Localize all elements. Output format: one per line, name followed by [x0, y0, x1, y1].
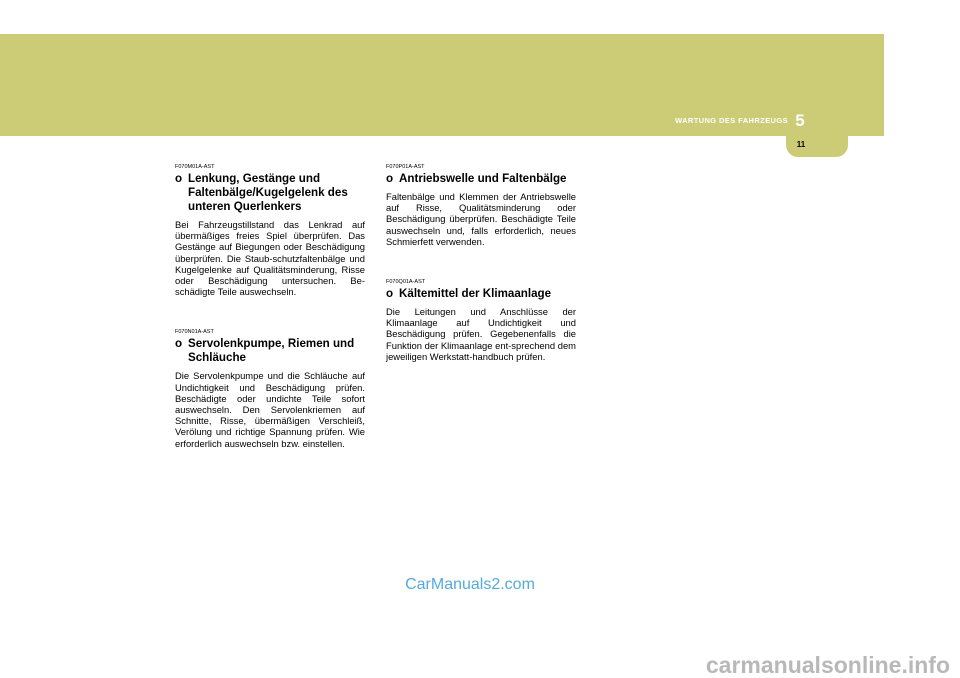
bullet: o: [386, 287, 394, 301]
section-body: Bei Fahrzeugstillstand das Lenkrad auf übermäßiges freies Spiel überprüfen. Das Gestänge auf Biegungen oder Beschädigung überprüfen. Die Staub-schutzfaltenbälge und Kugelgelenke auf Qualitätsminderung, Risse oder Beschädigung untersuchen. Be-schädigte Teile auswechseln.: [175, 219, 365, 298]
section-title: Antriebswelle und Faltenbälge: [399, 172, 567, 185]
chapter-title: WARTUNG DES FAHRZEUGS: [675, 116, 788, 125]
section-heading: [175, 172, 365, 214]
bullet: o: [386, 172, 394, 185]
section-title: Lenkung, Gestänge und Faltenbälge/Kugelgelenk des unteren Querlenkers: [188, 172, 348, 213]
right-column: [386, 164, 576, 394]
section-body: Faltenbälge und Klemmen der Antriebswelle auf Risse, Qualitätsminderung oder Beschädigung überprüfen. Beschädigte Teile auswechseln und, falls erforderlich, neues Schmierfett verwenden.: [386, 191, 576, 247]
bullet: o: [175, 337, 183, 351]
watermark-carmanualsonline[interactable]: carmanualsonline.info: [705, 652, 950, 678]
section-refrigerant: [386, 279, 576, 362]
section-code: F070N01A-AST: [175, 329, 214, 336]
section-power-steering: [175, 329, 365, 448]
section-heading: [386, 172, 576, 186]
bullet: o: [175, 172, 183, 185]
section-code: F070M01A-AST: [175, 164, 215, 170]
section-heading: [175, 337, 365, 365]
left-column: [175, 164, 365, 481]
section-code: F070P01A-AST: [386, 164, 425, 170]
section-heading: [386, 287, 576, 301]
section-title: Servolenkpumpe, Riemen und Schläuche: [188, 337, 355, 365]
section-body: Die Leitungen und Anschlüsse der Klimaanlage auf Undichtigkeit und Beschädigung prüfen. Gegebenenfalls die Funktion der Klimaanlage ent-sprechend dem jeweiligen Werkstatt-handbuch prüfen.: [386, 306, 576, 362]
section-drive-shaft: [386, 164, 576, 247]
chapter-number: 5: [795, 111, 805, 130]
section-body: Die Servolenkpumpe und die Schläuche auf Undichtigkeit und Beschädigung prüfen. Beschädigte oder undichte Teile sofort auswechseln. Den Servolenkriemen auf Schnitte, Risse, übermäßigen Verschleiß, Verölung und richtige Spannung prüfen. Wie erforderlich auswechseln bzw. einstellen.: [175, 370, 365, 449]
section-title: Kältemittel der Klimaanlage: [399, 287, 552, 301]
section-steering: [175, 164, 365, 297]
watermark-carmanuals2[interactable]: CarManuals2.com: [405, 576, 535, 593]
page-number: 11: [796, 140, 806, 149]
section-code: F070Q01A-AST: [386, 279, 426, 286]
